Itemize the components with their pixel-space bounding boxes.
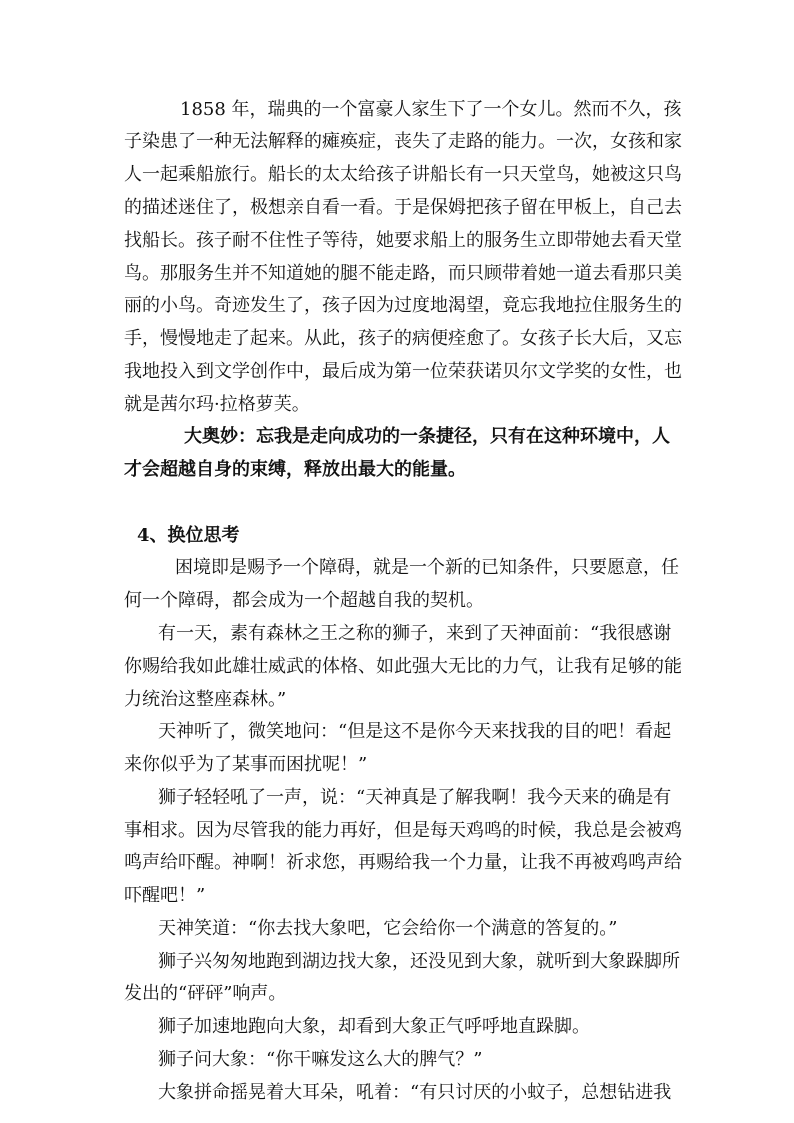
- paragraph-line: 狮子兴匆匆地跑到湖边找大象，还没见到大象，就听到大象跺脚所: [158, 951, 680, 972]
- paragraph-line: 找船长。孩子耐不住性子等待，她要求船上的服务生立即带她去看天堂: [124, 230, 682, 251]
- paragraph-line: 力统治这整座森林。”: [124, 689, 287, 710]
- paragraph-line: 吓醒吧！”: [124, 885, 206, 906]
- paragraph-line: 鸣声给吓醒。神啊！祈求您，再赐给我一个力量，让我不再被鸡鸣声给: [124, 852, 682, 873]
- key-insight-line: 才会超越自身的束缚，释放出最大的能量。: [124, 459, 466, 480]
- paragraph-line: 子染患了一种无法解释的瘫痪症，丧失了走路的能力。一次，女孩和家: [124, 131, 682, 152]
- paragraph-line: 的描述迷住了，极想亲自看一看。于是保姆把孩子留在甲板上，自己去: [124, 197, 682, 218]
- paragraph-line: 事相求。因为尽管我的能力再好，但是每天鸡鸣的时候，我总是会被鸡: [124, 820, 682, 841]
- paragraph-line: 发出的“砰砰”响声。: [124, 983, 287, 1004]
- paragraph-line: 有一天，素有森林之王之称的狮子，来到了天神面前：“我很感谢: [158, 623, 672, 644]
- paragraph-line: 人一起乘船旅行。船长的太太给孩子讲船长有一只天堂鸟，她被这只鸟: [124, 164, 682, 185]
- paragraph-line: 鸟。那服务生并不知道她的腿不能走路，而只顾带着她一道去看那只美: [124, 263, 682, 284]
- paragraph-line: 天神听了，微笑地问：“但是这不是你今天来找我的目的吧！看起: [158, 721, 672, 742]
- paragraph-line: 你赐给我如此雄壮威武的体格、如此强大无比的力气，让我有足够的能: [124, 656, 682, 677]
- paragraph-line: 何一个障碍，都会成为一个超越自我的契机。: [124, 590, 484, 611]
- section-heading: 4、换位思考: [137, 525, 240, 546]
- paragraph-line: 来你似乎为了某事而困扰呢！”: [124, 754, 368, 775]
- paragraph-line: 丽的小鸟。奇迹发生了，孩子因为过度地渴望，竟忘我地拉住服务生的: [124, 295, 682, 316]
- paragraph-line: 困境即是赐予一个障碍，就是一个新的已知条件，只要愿意，任: [175, 557, 679, 578]
- paragraph-line: 1858 年，瑞典的一个富豪人家生下了一个女儿。然而不久，孩: [180, 99, 682, 120]
- paragraph-line: 就是茜尔玛·拉格萝芙。: [124, 394, 310, 415]
- paragraph-line: 我地投入到文学创作中，最后成为第一位荣获诺贝尔文学奖的女性，也: [124, 361, 682, 382]
- paragraph-line: 天神笑道：“你去找大象吧，它会给你一个满意的答复的。”: [158, 918, 618, 939]
- key-insight-line: 大奥妙：忘我是走向成功的一条捷径，只有在这种环境中，人: [184, 426, 670, 447]
- paragraph-line: 手，慢慢地走了起来。从此，孩子的病便痊愈了。女孩子长大后，又忘: [124, 328, 682, 349]
- paragraph-line: 狮子问大象：“你干嘛发这么大的脾气？”: [158, 1049, 483, 1070]
- paragraph-line: 狮子轻轻吼了一声，说：“天神真是了解我啊！我今天来的确是有: [158, 787, 672, 808]
- paragraph-line: 狮子加速地跑向大象，却看到大象正气呼呼地直跺脚。: [158, 1016, 590, 1037]
- paragraph-line: 大象拼命摇晃着大耳朵，吼着：“有只讨厌的小蚊子，总想钻进我: [158, 1082, 672, 1103]
